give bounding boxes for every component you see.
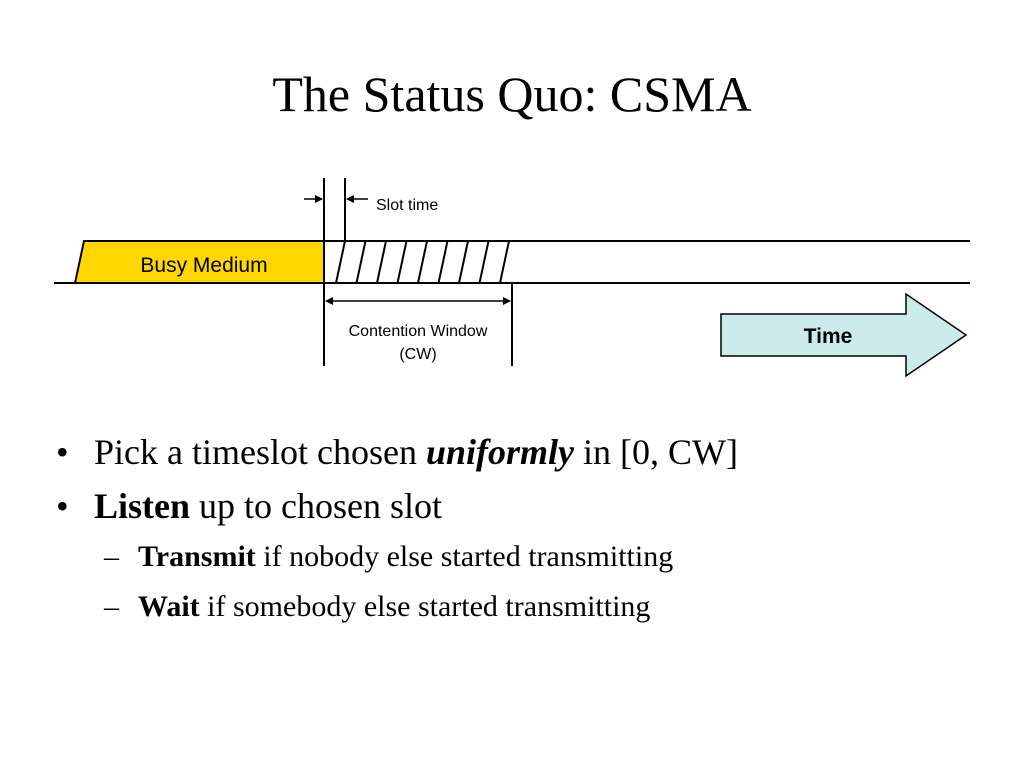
sub-bullet-text: if somebody else started transmitting <box>199 590 651 623</box>
time-label: Time <box>803 325 853 348</box>
bullet-pick-timeslot <box>56 430 1006 474</box>
bullet-emphasis: Listen <box>94 486 191 526</box>
sub-bullet-transmit <box>56 538 1006 576</box>
sub-bullet-wait <box>56 588 1006 626</box>
sub-bullet-mark: – <box>104 540 119 573</box>
sub-bullet-mark: – <box>104 590 119 623</box>
contention-slot-stroke <box>439 241 448 283</box>
contention-slot-stroke <box>398 241 407 283</box>
contention-slots <box>336 241 509 283</box>
bullet-text: in [0, CW] <box>573 432 738 472</box>
contention-slot-stroke <box>377 241 386 283</box>
slot-time-arrows <box>304 195 368 203</box>
bullet-mark: • <box>56 432 69 472</box>
slot-time-label: Slot time <box>376 197 439 214</box>
contention-slot-stroke <box>459 241 468 283</box>
contention-window-arrow <box>325 297 511 305</box>
bullet-listen <box>56 484 1006 528</box>
sub-bullet-emphasis: Wait <box>138 590 200 623</box>
contention-slot-stroke <box>418 241 427 283</box>
bullet-text: Pick a timeslot chosen <box>94 432 426 472</box>
slide-title: The Status Quo: CSMA <box>272 66 752 122</box>
sub-bullet-text: if nobody else started transmitting <box>255 540 674 573</box>
bullet-mark: • <box>56 486 69 526</box>
contention-slot-stroke <box>357 241 366 283</box>
bullet-list <box>56 430 1006 638</box>
busy-medium-label: Busy Medium <box>140 254 268 277</box>
bullet-text: up to chosen slot <box>190 486 442 526</box>
contention-window-label: Contention Window <box>348 323 488 340</box>
sub-bullet-emphasis: Transmit <box>138 540 256 573</box>
contention-slot-stroke <box>500 241 509 283</box>
contention-slot-stroke <box>480 241 489 283</box>
bullet-emphasis: uniformly <box>425 432 574 472</box>
contention-slot-stroke <box>336 241 345 283</box>
contention-window-abbrev: (CW) <box>399 346 437 363</box>
